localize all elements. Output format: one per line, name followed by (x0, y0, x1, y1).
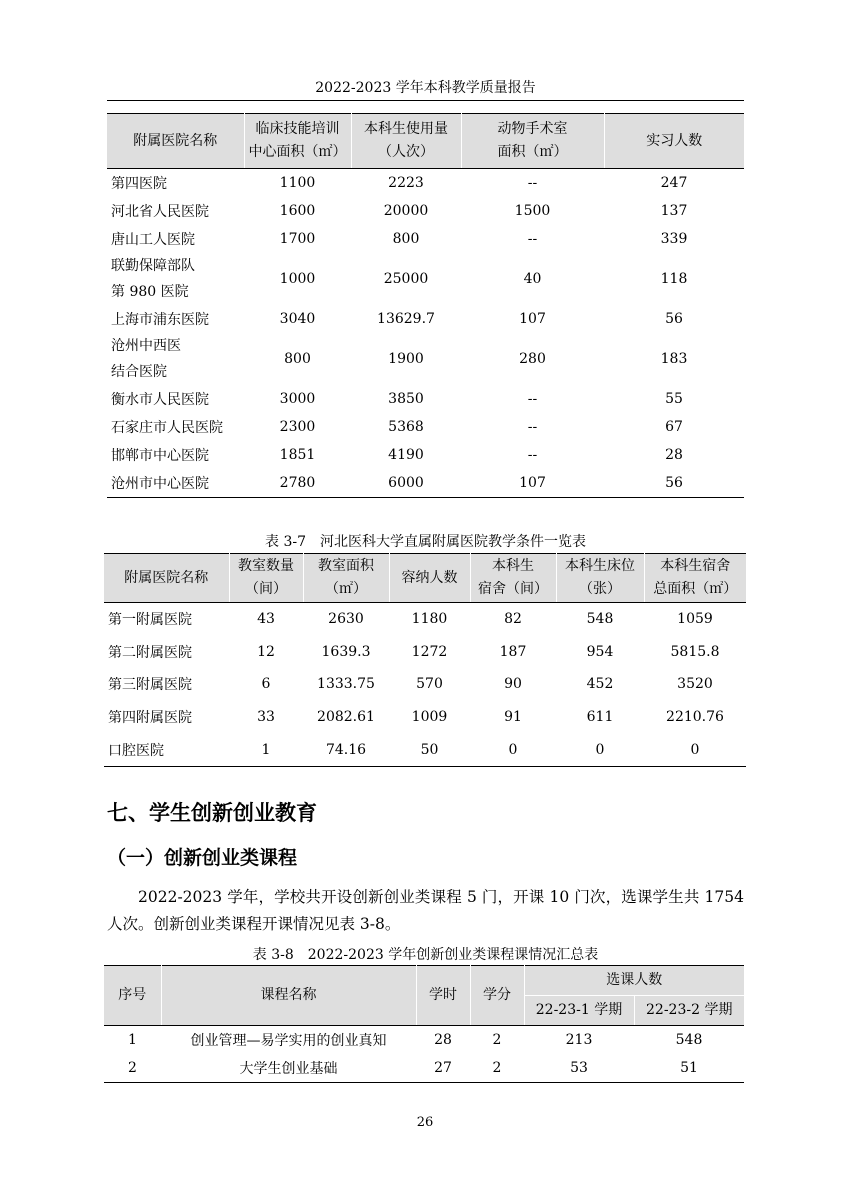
table-row: 第二附属医院 12 1639.3 1272 187 954 5815.8 (108, 643, 720, 661)
header-capacity: 容纳人数 (389, 554, 470, 603)
header-student-usage: 本科生使用量 （人次） (351, 114, 461, 169)
header-dorm-area: 本科生宿舍 总面积（㎡） (644, 554, 746, 603)
header-dorm-rooms: 本科生 宿舍（间） (470, 554, 556, 603)
header-hours: 学时 (416, 966, 470, 1026)
teaching-conditions-table (104, 553, 746, 767)
clinical-training-table (107, 113, 744, 498)
table-row: 邯郸市中心医院 1851 4190 -- 28 (111, 447, 683, 464)
table-row: 上海市浦东医院 3040 13629.7 107 56 (111, 311, 683, 328)
page-number: 26 (416, 1115, 434, 1130)
table-row: 第三附属医院 6 1333.75 570 90 452 3520 (108, 676, 713, 694)
header-hospital-name: 附属医院名称 (104, 554, 229, 603)
header-intern-count: 实习人数 (604, 114, 744, 169)
section-heading: 七、学生创新创业教育 (107, 801, 317, 825)
header-classroom-count: 教室数量 （间） (229, 554, 303, 603)
table-row: 第一附属医院 43 2630 1180 82 548 1059 (108, 611, 713, 629)
body-paragraph: 2022-2023 学年，学校共开设创新创业类课程 5 门，开课 10 门次，选课学生共 1754 人次。创新创业类课程开课情况见表 3-8。 (107, 888, 744, 933)
table-row: 衡水市人民医院 3000 3850 -- 55 (111, 391, 683, 408)
table-header-row (107, 114, 744, 169)
table-row: 石家庄市人民医院 2300 5368 -- 67 (111, 419, 683, 436)
header-classroom-area: 教室面积 （㎡） (303, 554, 389, 603)
table-header-row (104, 554, 746, 603)
table-caption: 表 3-7 河北医科大学直属附属医院教学条件一览表 (265, 534, 586, 550)
header-course-name: 课程名称 (161, 966, 416, 1026)
table-row: 第四医院 1100 2223 -- 247 (111, 175, 688, 192)
table-header-row (104, 966, 744, 996)
header-training-area: 临床技能培训 中心面积（㎡） (244, 114, 351, 169)
header-hospital-name: 附属医院名称 (107, 114, 244, 169)
table-row: 2 大学生创业基础 27 2 53 51 (128, 1060, 698, 1077)
header-credits: 学分 (470, 966, 524, 1026)
table-row: 口腔医院 1 74.16 50 0 0 0 (108, 741, 700, 759)
innovation-courses-table (104, 965, 744, 1083)
header-animal-surgery-area: 动物手术室 面积（㎡） (461, 114, 604, 169)
table-row: 联勤保障部队 第 980 医院 1000 25000 40 118 (111, 258, 688, 300)
table-caption: 表 3-8 2022-2023 学年创新创业类课程课情况汇总表 (252, 947, 599, 963)
header-enrolled: 选课人数 (524, 966, 744, 996)
table-row: 第四附属医院 33 2082.61 1009 91 611 2210.76 (108, 709, 724, 727)
header-index: 序号 (104, 966, 161, 1026)
table-row: 唐山工人医院 1700 800 -- 339 (111, 231, 688, 248)
subsection-heading: （一）创新创业类课程 (107, 847, 298, 869)
header-term-2: 22-23-2 学期 (634, 996, 744, 1026)
table-row: 沧州中西医 结合医院 800 1900 280 183 (111, 338, 688, 380)
table-row: 沧州市中心医院 2780 6000 107 56 (111, 475, 683, 492)
page-header (107, 78, 744, 101)
report-title: 2022-2023 学年本科教学质量报告 (315, 80, 536, 96)
table-row: 1 创业管理—易学实用的创业真知 28 2 213 548 (128, 1032, 703, 1049)
header-term-1: 22-23-1 学期 (524, 996, 634, 1026)
header-beds: 本科生床位 （张） (556, 554, 644, 603)
table-row: 河北省人民医院 1600 20000 1500 137 (111, 203, 688, 220)
